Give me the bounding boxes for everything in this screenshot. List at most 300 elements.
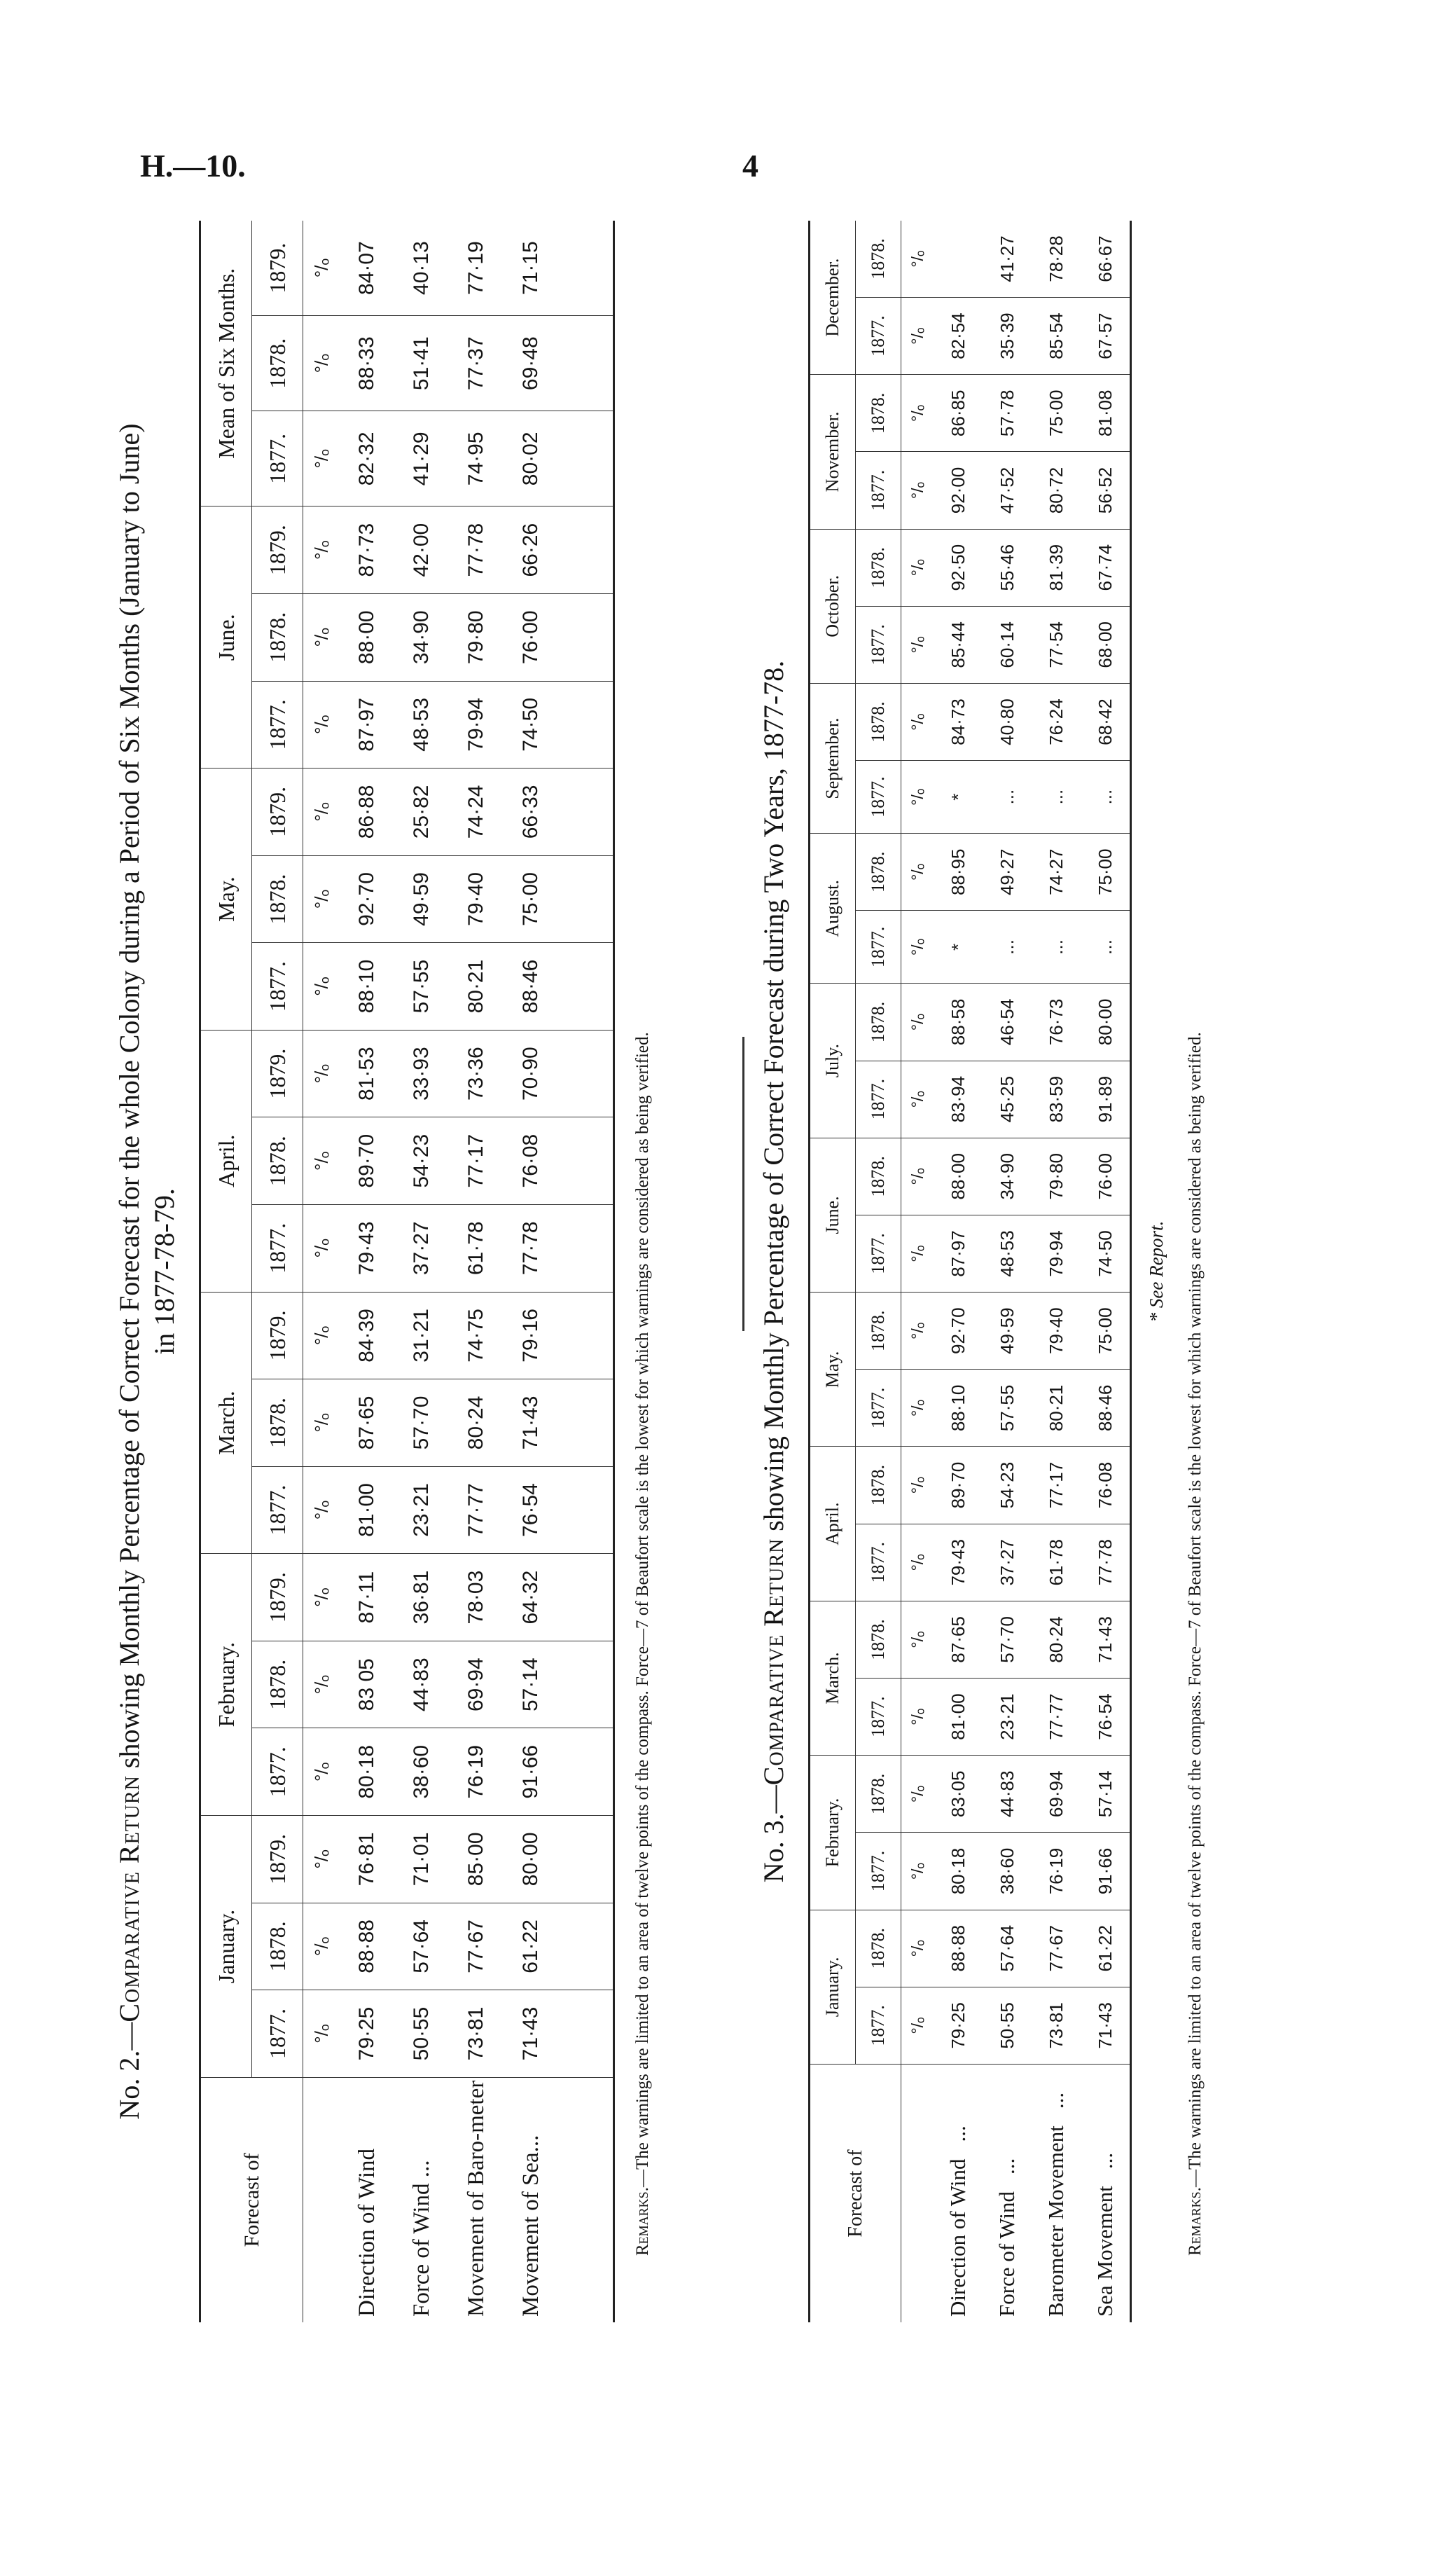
data-cell: 71·01 — [394, 1816, 449, 1903]
data-cell: 69·48 — [504, 316, 558, 411]
percent-sign: °/ₒ — [901, 761, 934, 834]
data-cell: 77·37 — [449, 316, 504, 411]
data-cell: 82·54 — [934, 298, 983, 375]
row-label: Force of Wind ... — [408, 2160, 434, 2317]
data-cell: 77·67 — [449, 1903, 504, 1990]
data-cell: 81·00 — [934, 1679, 983, 1756]
data-cell: 87·65 — [934, 1601, 983, 1678]
data-cell: 76·54 — [1081, 1679, 1131, 1756]
month-header: November. — [810, 375, 856, 529]
data-cell: 61·78 — [1032, 1524, 1081, 1601]
data-cell: 83·94 — [934, 1061, 983, 1138]
data-cell: 84·39 — [340, 1292, 394, 1379]
year-header: 1878. — [856, 1293, 901, 1370]
percent-sign: °/ₒ — [303, 593, 340, 681]
data-cell: 80·02 — [504, 411, 558, 506]
data-cell — [558, 221, 614, 316]
row-leader-dots: ... — [1093, 2152, 1117, 2170]
table-2-title: No. 2.—Comparative Return showing Monthly Percentage of Correct Forecast for the whole Colony during a Period of Six Months (January to June) in 1877-78-79. — [113, 423, 180, 2120]
data-cell: 79·43 — [934, 1524, 983, 1601]
data-cell: 79·16 — [504, 1292, 558, 1379]
data-cell: 88·33 — [340, 316, 394, 411]
data-cell: ... — [1081, 761, 1131, 834]
data-cell — [558, 1205, 614, 1293]
data-cell: 82·32 — [340, 411, 394, 506]
data-cell: ... — [1032, 761, 1081, 834]
data-cell: 66·26 — [504, 506, 558, 594]
data-cell: 56·52 — [1081, 452, 1131, 529]
month-header: February. — [200, 1554, 252, 1816]
data-cell: 42·00 — [394, 506, 449, 594]
year-header: 1877. — [856, 452, 901, 529]
data-cell: 77·54 — [1032, 606, 1081, 683]
data-cell: 74·75 — [449, 1292, 504, 1379]
percent-sign: °/ₒ — [901, 529, 934, 606]
percent-sign: °/ₒ — [303, 506, 340, 594]
percent-sign: °/ₒ — [303, 1117, 340, 1205]
percent-sign: °/ₒ — [901, 1833, 934, 1910]
year-header: 1878. — [252, 316, 303, 411]
month-header: August. — [810, 834, 856, 984]
year-header: 1878. — [856, 1447, 901, 1524]
data-cell: 40·13 — [394, 221, 449, 316]
data-cell: 79·40 — [449, 855, 504, 943]
data-cell: 67·57 — [1081, 298, 1131, 375]
data-cell: 74·50 — [1081, 1215, 1131, 1292]
data-cell: 57·14 — [1081, 1756, 1131, 1833]
data-cell: 85·00 — [449, 1816, 504, 1903]
year-header: 1879. — [252, 1554, 303, 1641]
percent-sign: °/ₒ — [901, 1524, 934, 1601]
month-header: March. — [810, 1601, 856, 1755]
data-cell: 77·78 — [449, 506, 504, 594]
percent-sign: °/ₒ — [901, 1138, 934, 1215]
year-header: 1877. — [856, 761, 901, 834]
year-header: 1878. — [856, 529, 901, 606]
data-cell: 83·59 — [1032, 1061, 1081, 1138]
data-cell: 57·78 — [983, 375, 1032, 452]
data-cell: 91·66 — [1081, 1833, 1131, 1910]
data-cell: 68·00 — [1081, 606, 1131, 683]
data-cell: 80·21 — [449, 943, 504, 1031]
data-cell: 69·94 — [449, 1641, 504, 1728]
data-cell: 50·55 — [394, 1990, 449, 2078]
percent-sign: °/ₒ — [303, 1466, 340, 1554]
data-cell — [558, 1554, 614, 1641]
month-header: September. — [810, 683, 856, 833]
year-header: 1877. — [856, 606, 901, 683]
data-cell: 92·50 — [934, 529, 983, 606]
year-header: 1877. — [252, 681, 303, 769]
table-row — [504, 221, 558, 2322]
row-label: Force of Wind... — [994, 2158, 1019, 2317]
data-cell: 88·00 — [934, 1138, 983, 1215]
year-header: 1878. — [856, 375, 901, 452]
table-row — [394, 221, 449, 2322]
percent-sign: °/ₒ — [901, 1293, 934, 1370]
data-cell: 79·80 — [1032, 1138, 1081, 1215]
percent-sign: °/ₒ — [303, 1641, 340, 1728]
data-cell: 77·78 — [1081, 1524, 1131, 1601]
year-header: 1879. — [252, 1816, 303, 1903]
data-cell: 92·70 — [340, 855, 394, 943]
row-label — [303, 2077, 340, 2322]
data-cell: ... — [983, 761, 1032, 834]
data-cell: 55·46 — [983, 529, 1032, 606]
year-header: 1877. — [856, 911, 901, 984]
table-3-remarks: Remarks.—The warnings are limited to an area of twelve points of the compass. Force—7 of Beaufort scale is the lowest for which warnings are considered as being verified. — [1186, 1032, 1205, 2256]
data-cell: 57·55 — [394, 943, 449, 1031]
data-cell: 91·89 — [1081, 1061, 1131, 1138]
data-cell: 77·78 — [504, 1205, 558, 1293]
data-cell: 54·23 — [394, 1117, 449, 1205]
year-header: 1877. — [252, 1205, 303, 1293]
data-cell: 49·27 — [983, 834, 1032, 911]
percent-sign: °/ₒ — [901, 1756, 934, 1833]
data-cell: 61·22 — [1081, 1910, 1131, 1987]
data-cell — [558, 316, 614, 411]
data-cell: 37·27 — [983, 1524, 1032, 1601]
year-header: 1877. — [856, 1679, 901, 1756]
data-cell: 48·53 — [983, 1215, 1032, 1292]
year-header: 1878. — [856, 221, 901, 298]
year-header: 1878. — [252, 1903, 303, 1990]
data-cell: 87·97 — [934, 1215, 983, 1292]
year-header: 1878. — [856, 1910, 901, 1987]
data-cell: 79·80 — [449, 593, 504, 681]
year-header: 1877. — [856, 298, 901, 375]
row-label: Direction of Wind — [354, 2148, 380, 2317]
year-header: 1877. — [856, 1370, 901, 1447]
data-cell — [934, 221, 983, 298]
data-cell: 48·53 — [394, 681, 449, 769]
year-header: 1878. — [856, 1756, 901, 1833]
percent-sign: °/ₒ — [901, 683, 934, 760]
data-cell: 74·27 — [1032, 834, 1081, 911]
year-header: 1878. — [856, 1601, 901, 1678]
percent-sign: °/ₒ — [303, 1554, 340, 1641]
data-cell: 69·94 — [1032, 1756, 1081, 1833]
data-cell: 80·00 — [1081, 984, 1131, 1061]
data-cell: 88·10 — [934, 1370, 983, 1447]
month-header: October. — [810, 529, 856, 683]
data-cell — [558, 1990, 614, 2078]
percent-sign: °/ₒ — [901, 1910, 934, 1987]
data-cell: 54·23 — [983, 1447, 1032, 1524]
data-cell: 61·22 — [504, 1903, 558, 1990]
year-header: 1878. — [856, 683, 901, 760]
data-cell: 74·95 — [449, 411, 504, 506]
data-cell: 57·55 — [983, 1370, 1032, 1447]
data-cell: 31·21 — [394, 1292, 449, 1379]
row-leader-dots: ... — [945, 2125, 970, 2142]
percent-sign: °/ₒ — [901, 1987, 934, 2064]
percent-sign: °/ₒ — [303, 221, 340, 316]
percent-sign: °/ₒ — [303, 681, 340, 769]
year-header: 1878. — [856, 834, 901, 911]
data-cell: 77·19 — [449, 221, 504, 316]
data-cell: 81·39 — [1032, 529, 1081, 606]
row-label: Movement of Sea... — [518, 2135, 543, 2317]
data-cell: 77·77 — [449, 1466, 504, 1554]
table-3-block — [756, 210, 1387, 2333]
year-header: 1878. — [252, 593, 303, 681]
data-cell: 77·17 — [1032, 1447, 1081, 1524]
data-cell: 76·08 — [1081, 1447, 1131, 1524]
data-cell: 23·21 — [394, 1466, 449, 1554]
month-header: April. — [200, 1030, 252, 1292]
data-cell: 79·40 — [1032, 1293, 1081, 1370]
forecast-of-header: Forecast of — [810, 2065, 901, 2323]
data-cell: 88·10 — [340, 943, 394, 1031]
data-cell — [558, 681, 614, 769]
data-cell: 76·73 — [1032, 984, 1081, 1061]
data-cell: ... — [1032, 911, 1081, 984]
data-cell: * — [934, 761, 983, 834]
data-cell: 80·24 — [1032, 1601, 1081, 1678]
data-cell: 66·33 — [504, 769, 558, 856]
data-cell: 79·25 — [340, 1990, 394, 2078]
page-number: 4 — [742, 148, 758, 184]
data-cell: 36·81 — [394, 1554, 449, 1641]
percent-sign: °/ₒ — [901, 1447, 934, 1524]
percent-sign: °/ₒ — [901, 375, 934, 452]
percent-sign: °/ₒ — [901, 984, 934, 1061]
percent-sign: °/ₒ — [303, 316, 340, 411]
year-header: 1877. — [856, 1061, 901, 1138]
data-cell: 75·00 — [1081, 834, 1131, 911]
data-cell: 57·64 — [394, 1903, 449, 1990]
year-header: 1877. — [252, 1466, 303, 1554]
data-cell: 77·67 — [1032, 1910, 1081, 1987]
year-header: 1878. — [252, 1117, 303, 1205]
year-header: 1878. — [856, 1138, 901, 1215]
data-cell — [558, 506, 614, 594]
data-cell — [558, 1117, 614, 1205]
data-cell — [558, 1379, 614, 1467]
data-cell: 85·44 — [934, 606, 983, 683]
month-header: February. — [810, 1756, 856, 1910]
year-header: 1877. — [856, 1215, 901, 1292]
data-cell: ... — [1081, 911, 1131, 984]
data-cell: 70·90 — [504, 1030, 558, 1117]
data-cell: 85·54 — [1032, 298, 1081, 375]
percent-sign: °/ₒ — [901, 298, 934, 375]
row-leader-dots: ... — [994, 2158, 1019, 2175]
data-cell: 44·83 — [983, 1756, 1032, 1833]
data-cell: 57·70 — [983, 1601, 1032, 1678]
data-cell: 76·81 — [340, 1816, 394, 1903]
data-cell — [558, 1728, 614, 1816]
data-cell: 88·46 — [504, 943, 558, 1031]
data-cell: ... — [983, 911, 1032, 984]
percent-sign: °/ₒ — [303, 1816, 340, 1903]
table-2 — [199, 221, 615, 2322]
data-cell: 83 05 — [340, 1641, 394, 1728]
data-cell: 75·00 — [1081, 1293, 1131, 1370]
data-cell: 87·11 — [340, 1554, 394, 1641]
data-cell: 80·21 — [1032, 1370, 1081, 1447]
document-reference: H.—10. — [140, 148, 246, 184]
data-cell: 87·65 — [340, 1379, 394, 1467]
percent-sign: °/ₒ — [901, 606, 934, 683]
data-cell: 81·00 — [340, 1466, 394, 1554]
row-label: Barometer Movement... — [1044, 2092, 1068, 2317]
percent-row — [901, 221, 934, 2322]
month-header: June. — [200, 506, 252, 769]
data-cell: 73·81 — [449, 1990, 504, 2078]
data-cell: 73·36 — [449, 1030, 504, 1117]
data-cell: 46·54 — [983, 984, 1032, 1061]
percent-sign: °/ₒ — [303, 1903, 340, 1990]
data-cell: 38·60 — [394, 1728, 449, 1816]
year-header: 1877. — [252, 411, 303, 506]
data-cell: 49·59 — [394, 855, 449, 943]
data-cell: 71·43 — [1081, 1601, 1131, 1678]
data-cell: 60·14 — [983, 606, 1032, 683]
month-header: December. — [810, 221, 856, 375]
data-cell: 45·25 — [983, 1061, 1032, 1138]
see-report-note: * See Report. — [1146, 1220, 1167, 1323]
table-3-title: No. 3.—Comparative Return showing Monthly Percentage of Correct Forecast during Two Years, 1877-78. — [758, 660, 789, 1883]
percent-sign: °/ₒ — [303, 411, 340, 506]
percent-sign: °/ₒ — [303, 1379, 340, 1467]
data-cell: 40·80 — [983, 683, 1032, 760]
percent-sign: °/ₒ — [901, 834, 934, 911]
data-cell: 49·59 — [983, 1293, 1032, 1370]
month-header: January. — [810, 1910, 856, 2064]
data-cell: 76·19 — [1032, 1833, 1081, 1910]
percent-sign: °/ₒ — [901, 1601, 934, 1678]
year-header: 1879. — [252, 1030, 303, 1117]
data-cell: 38·60 — [983, 1833, 1032, 1910]
page-header — [140, 147, 1387, 203]
data-cell: 86·88 — [340, 769, 394, 856]
table-2-remarks: Remarks.—The warnings are limited to an area of twelve points of the compass. Force—7 of Beaufort scale is the lowest for which warnings are considered as being verified. — [633, 1032, 652, 2256]
data-cell: 80·24 — [449, 1379, 504, 1467]
data-cell: 57·64 — [983, 1910, 1032, 1987]
year-header: 1879. — [252, 769, 303, 856]
data-cell: 71·43 — [504, 1990, 558, 2078]
data-cell — [558, 769, 614, 856]
data-cell: 92·70 — [934, 1293, 983, 1370]
data-cell: 88·95 — [934, 834, 983, 911]
data-cell: 76·00 — [1081, 1138, 1131, 1215]
percent-sign: °/ₒ — [303, 855, 340, 943]
percent-sign: °/ₒ — [901, 1679, 934, 1756]
percent-sign: °/ₒ — [303, 1990, 340, 2078]
data-cell: 44·83 — [394, 1641, 449, 1728]
percent-sign: °/ₒ — [303, 1205, 340, 1293]
percent-sign: °/ₒ — [303, 769, 340, 856]
month-header: March. — [200, 1292, 252, 1554]
row-label: Sea Movement... — [1093, 2152, 1117, 2317]
data-cell: 88·46 — [1081, 1370, 1131, 1447]
data-cell: 34·90 — [983, 1138, 1032, 1215]
table-3 — [808, 221, 1132, 2322]
month-header: May. — [200, 769, 252, 1031]
data-cell: 80·18 — [934, 1833, 983, 1910]
data-cell: 87·97 — [340, 681, 394, 769]
year-header: 1878. — [252, 1641, 303, 1728]
data-cell: 88·58 — [934, 984, 983, 1061]
data-cell: 47·52 — [983, 452, 1032, 529]
data-cell — [558, 1903, 614, 1990]
data-cell: 76·54 — [504, 1466, 558, 1554]
data-cell: 71·43 — [1081, 1987, 1131, 2064]
month-header: April. — [810, 1447, 856, 1601]
year-header: 1879. — [252, 1292, 303, 1379]
percent-sign: °/ₒ — [901, 1061, 934, 1138]
row-label: Direction of Wind... — [945, 2125, 970, 2317]
data-cell: 79·25 — [934, 1987, 983, 2064]
data-cell: 91·66 — [504, 1728, 558, 1816]
data-cell: 78·28 — [1032, 221, 1081, 298]
data-cell: 78·03 — [449, 1554, 504, 1641]
month-header: January. — [200, 1816, 252, 2078]
data-cell: 79·94 — [449, 681, 504, 769]
data-cell: 79·94 — [1032, 1215, 1081, 1292]
data-cell: 35·39 — [983, 298, 1032, 375]
data-cell: 68·42 — [1081, 683, 1131, 760]
data-cell: 64·32 — [504, 1554, 558, 1641]
percent-sign: °/ₒ — [901, 911, 934, 984]
data-cell: 79·43 — [340, 1205, 394, 1293]
data-cell — [558, 855, 614, 943]
data-cell: 51·41 — [394, 316, 449, 411]
data-cell: 57·70 — [394, 1379, 449, 1467]
percent-sign: °/ₒ — [901, 1215, 934, 1292]
forecast-of-header: Forecast of — [200, 2077, 303, 2322]
data-cell: * — [934, 911, 983, 984]
table-row — [1081, 221, 1131, 2322]
year-header: 1878. — [252, 1379, 303, 1467]
data-cell: 57·14 — [504, 1641, 558, 1728]
data-cell: 74·24 — [449, 769, 504, 856]
data-cell — [558, 1816, 614, 1903]
percent-sign: °/ₒ — [901, 221, 934, 298]
row-label — [901, 2065, 934, 2323]
percent-row — [303, 221, 340, 2322]
data-cell: 84·07 — [340, 221, 394, 316]
year-header: 1879. — [252, 221, 303, 316]
data-cell: 76·08 — [504, 1117, 558, 1205]
data-cell: 86·85 — [934, 375, 983, 452]
data-cell: 88·88 — [934, 1910, 983, 1987]
data-cell — [558, 411, 614, 506]
data-cell: 74·50 — [504, 681, 558, 769]
year-header: 1877. — [856, 1524, 901, 1601]
data-cell: 41·29 — [394, 411, 449, 506]
table-row — [340, 221, 394, 2322]
data-cell: 84·73 — [934, 683, 983, 760]
table-2-block — [112, 210, 777, 2333]
month-header: May. — [810, 1293, 856, 1447]
year-header: 1878. — [856, 984, 901, 1061]
section-divider — [742, 1037, 744, 1331]
data-cell: 89·70 — [340, 1117, 394, 1205]
data-cell — [558, 943, 614, 1031]
row-leader-dots: ... — [1044, 2092, 1068, 2109]
year-header: 1877. — [252, 943, 303, 1031]
year-header: 1878. — [252, 855, 303, 943]
data-cell — [558, 1292, 614, 1379]
month-header: Mean of Six Months. — [200, 221, 252, 506]
table-row — [449, 221, 504, 2322]
data-cell: 71·43 — [504, 1379, 558, 1467]
percent-sign: °/ₒ — [901, 1370, 934, 1447]
data-cell: 88·00 — [340, 593, 394, 681]
